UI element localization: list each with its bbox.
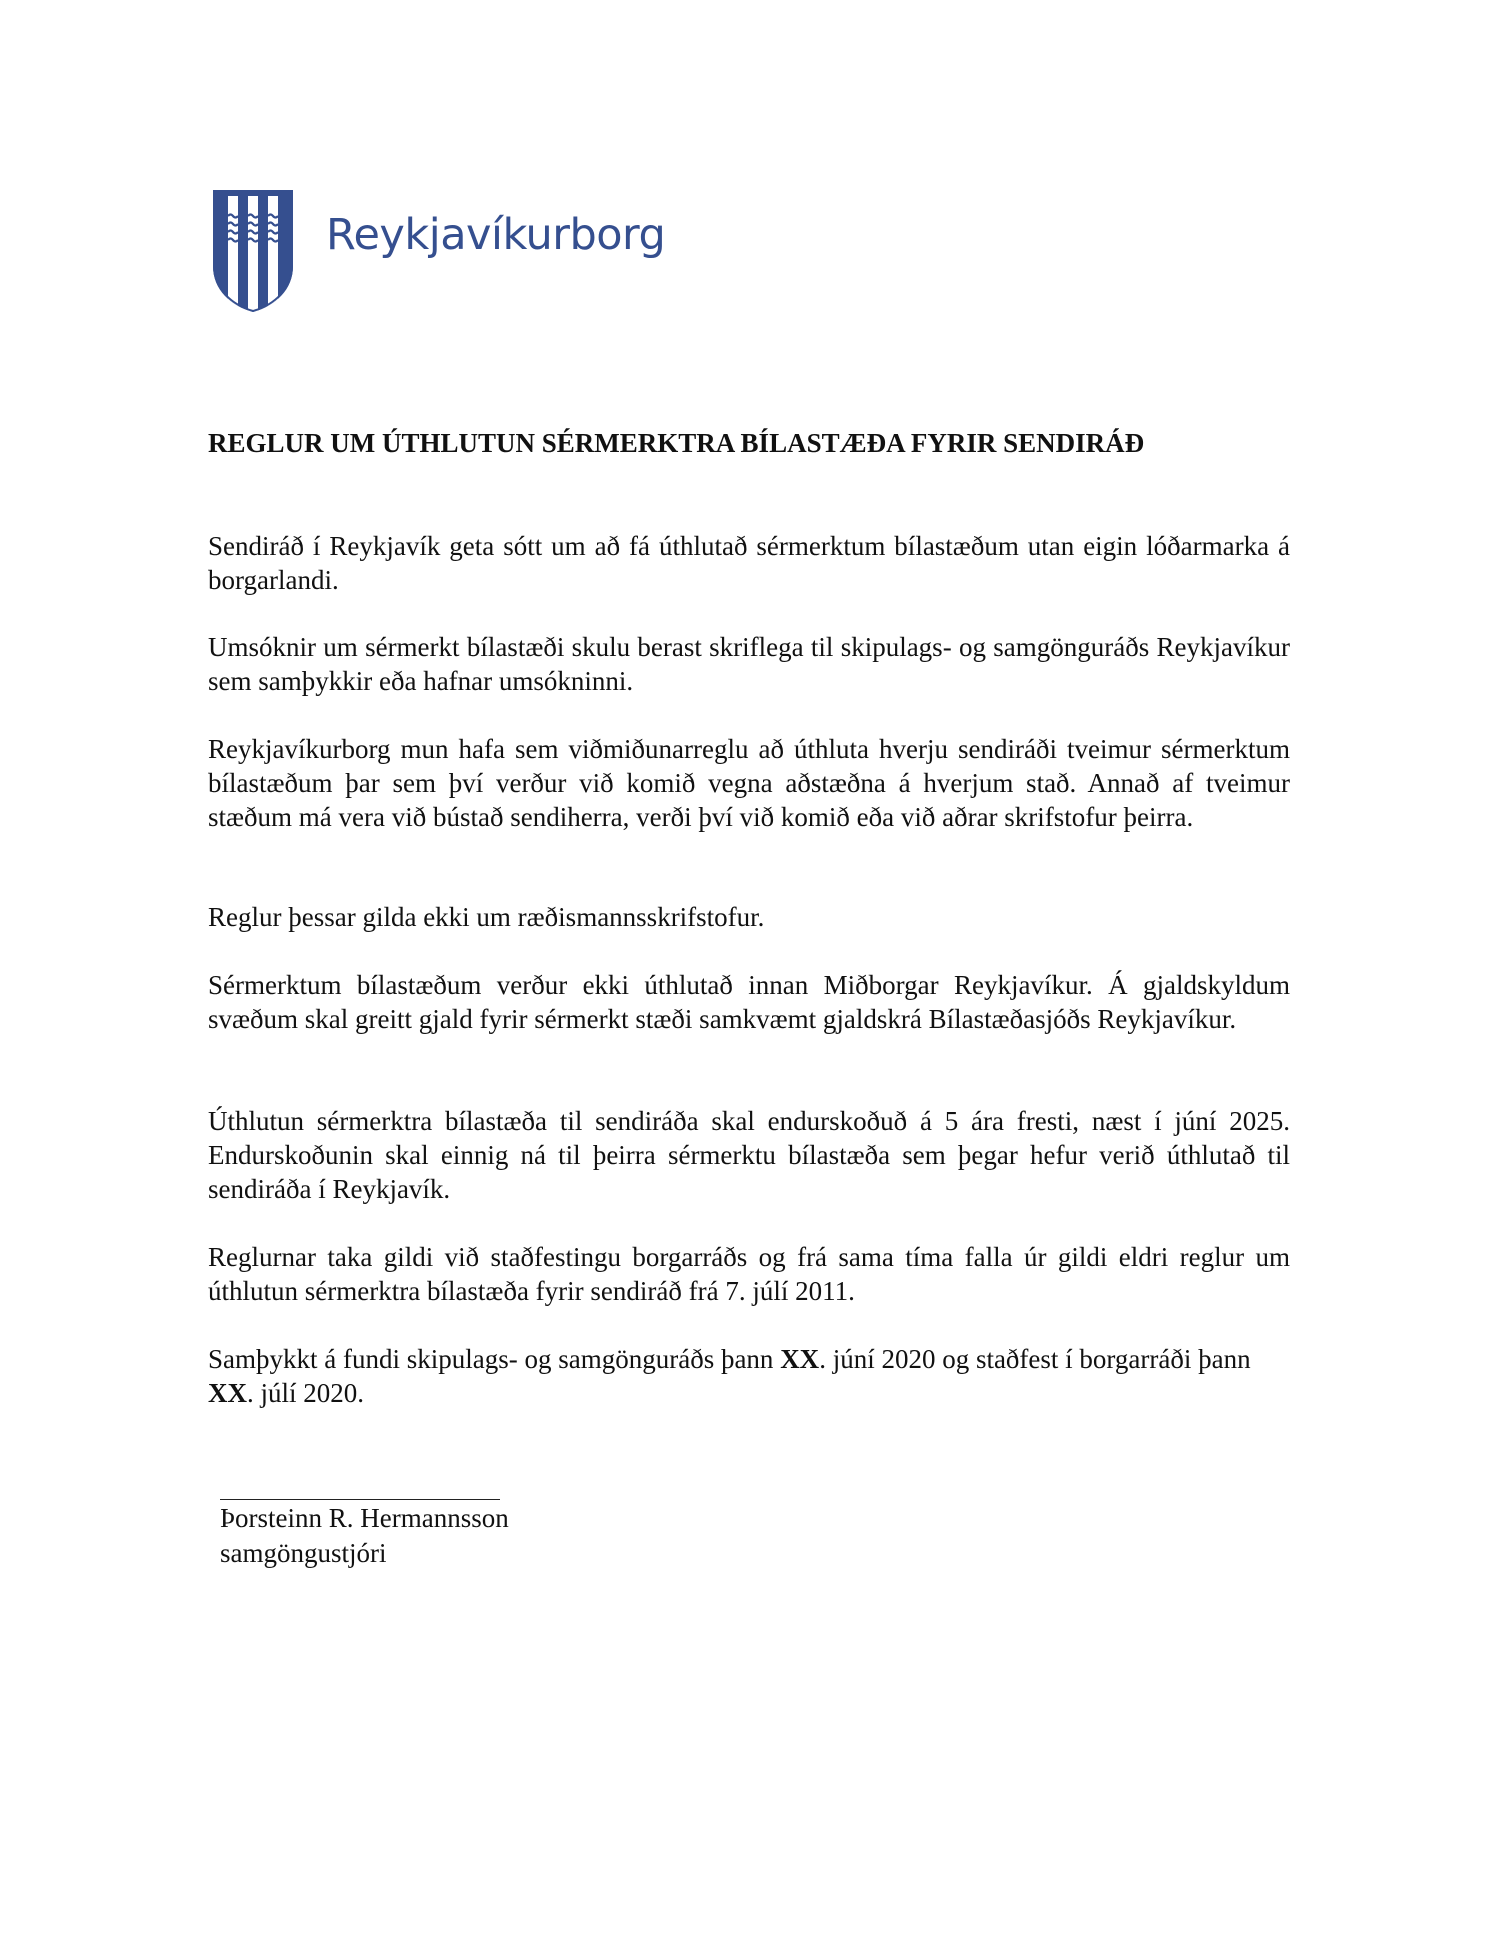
paragraph-6: Úthlutun sérmerktra bílastæða til sendiráða skal endurskoðuð á 5 ára fresti, næst í júní 2025. Endurskoðunin skal einnig ná til þeirra sérmerktu bílastæða sem þegar hefur verið úthlutað til sendiráða í Reykjavík. [208,1106,1290,1204]
paragraph-1: Sendiráð í Reykjavík geta sótt um að fá úthlutað sérmerktum bílastæðum utan eigin lóðarmarka á borgarlandi. [208,531,1290,595]
paragraph-7: Reglurnar taka gildi við staðfestingu borgarráðs og frá sama tíma falla úr gildi eldri reglur um úthlutun sérmerktra bílastæða fyrir sendiráð frá 7. júlí 2011. [208,1242,1290,1306]
organization-name: Reykjavíkurborg [326,210,666,260]
paragraph-5: Sérmerktum bílastæðum verður ekki úthlutað innan Miðborgar Reykjavíkur. Á gjaldskyldum svæðum skal greitt gjald fyrir sérmerkt stæði samkvæmt gjaldskrá Bílastæðasjóðs Reykjavíkur. [208,970,1290,1034]
paragraph-3: Reykjavíkurborg mun hafa sem viðmiðunarreglu að úthluta hverju sendiráði tveimur sérmerktum bílastæðum þar sem því verður við komið vegna aðstæðna á hverjum stað. Annað af tveimur stæðum má vera við bústað sendiherra, verði því við komið eða við aðrar skrifstofur þeirra. [208,734,1290,832]
date-placeholder: XX [208,1378,247,1408]
paragraph-2: Umsóknir um sérmerkt bílastæði skulu berast skriflega til skipulags- og samgönguráðs Reykjavíkur sem samþykkir eða hafnar umsókninni. [208,632,1290,696]
approval-text-1: Samþykkt á fundi skipulags- og samgönguráðs þann [208,1344,781,1374]
date-placeholder: XX [780,1344,820,1374]
reykjavik-coat-of-arms-icon [213,190,293,312]
approval-paragraph [208,1342,1290,1410]
signatory-name: Þorsteinn R. Hermannsson [220,1503,509,1533]
logo [213,190,666,315]
signature-line [220,1499,500,1500]
document-title: REGLUR UM ÚTHLUTUN SÉRMERKTRA BÍLASTÆÐA FYRIR SENDIRÁÐ [208,428,1145,458]
approval-text-3: . júlí 2020. [247,1378,365,1408]
paragraph-4: Reglur þessar gilda ekki um ræðismannsskrifstofur. [208,902,765,932]
approval-text-2: . júní 2020 og staðfest í borgarráði þann [819,1344,1251,1374]
signatory-role: samgöngustjóri [220,1538,387,1568]
